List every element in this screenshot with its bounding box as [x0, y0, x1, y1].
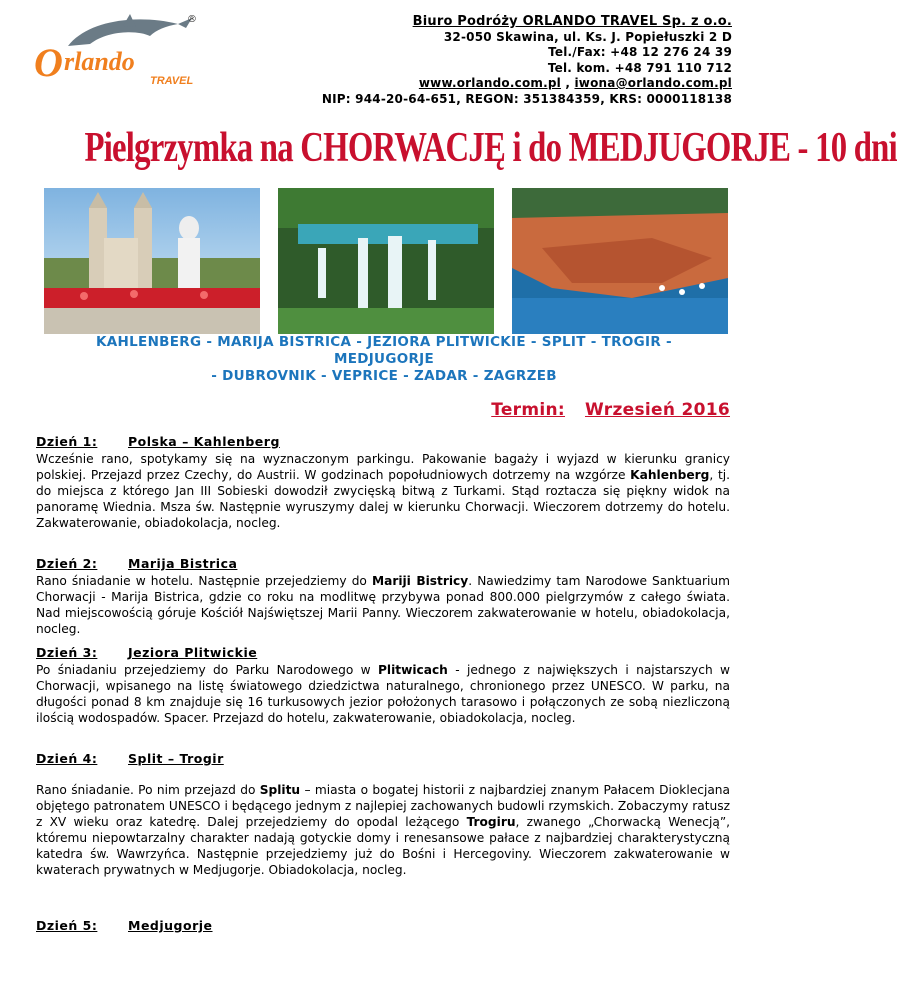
- medjugorje-church-photo: [44, 188, 260, 334]
- route-line-2: MEDJUGORJE: [333, 351, 435, 367]
- day-header: [36, 556, 730, 573]
- day-description: Wcześnie rano, spotykamy się na wyznaczonym parkingu. Pakowanie bagaży i wyjazd w kierunku granicy polskiej. Przejazd przez Czechy, do Austrii. W godzinach popołudniowych dotrzemy na wzgórze Kahlenberg, tj. do miejsca z którego Jan III Sobieski dowodził zwycięską bitwą z Turkami. Stąd roztacza się piękny widok na panoramę Wiednia. Msza św. Następnie wyruszymy dalej w kierunku Chorwacji. Wieczorem dotrzemy do hotelu. Zakwaterowanie, obiadokolacja, nocleg.: [36, 452, 730, 530]
- registered-mark: ®: [187, 14, 197, 25]
- svg-text:TRAVEL: TRAVEL: [150, 75, 194, 87]
- day-label: Dzień 4:: [36, 751, 98, 766]
- day-4: [36, 751, 730, 878]
- day-description: Po śniadaniu przejedziemy do Parku Narodowego w Plitwicach - jednego z największych i najstarszych w Chorwacji, wpisanego na listę światowego dziedzictwa naturalnego, chronionego przez UNESCO. W parku, na długości ponad 8 km znajduje się 16 turkusowych jezior położonych tarasowo i połączonych ze sobą niezliczoną ilością wodospadów. Spacer. Przejazd do hotelu, zakwaterowanie, obiadokolacja, nocleg.: [36, 663, 730, 725]
- day-title: Jeziora Plitwickie: [128, 645, 258, 660]
- day-3: [36, 645, 730, 726]
- day-title: Polska – Kahlenberg: [128, 434, 280, 449]
- page-title: Pielgrzymka na CHORWACJĘ i do MEDJUGORJE - 10 dni: [84, 125, 897, 171]
- day-header: [36, 434, 730, 451]
- company-contact-links: [322, 76, 732, 92]
- svg-text:O: O: [34, 40, 63, 85]
- day-header: [36, 751, 730, 768]
- company-name: Biuro Podróży ORLANDO TRAVEL Sp. z o.o.: [412, 14, 732, 29]
- company-mobile: Tel. kom. +48 791 110 712: [547, 60, 732, 75]
- company-header: [322, 14, 732, 107]
- orlando-logo: [28, 12, 228, 94]
- day-label: Dzień 5:: [36, 918, 98, 933]
- website-link[interactable]: www.orlando.com.pl: [418, 76, 561, 90]
- dubrovnik-city-photo: [512, 188, 728, 334]
- email-link[interactable]: iwona@orlando.com.pl: [574, 76, 732, 90]
- svg-text:rlando: rlando: [64, 47, 135, 76]
- day-header: [36, 645, 730, 662]
- day-title: Marija Bistrica: [128, 556, 238, 571]
- termin-value: Wrzesień 2016: [585, 400, 730, 420]
- day-1: [36, 434, 730, 531]
- termin: [491, 400, 730, 420]
- termin-label: Termin:: [491, 400, 566, 420]
- day-header: [36, 918, 730, 935]
- plitvice-waterfalls-photo: [278, 188, 494, 334]
- day-description: Rano śniadanie w hotelu. Następnie przejedziemy do Mariji Bistricy. Nawiedzimy tam Narodowe Sanktuarium Chorwacji - Marija Bistrica, gdzie co roku na modlitwę przybywa ponad 800.000 pielgrzymów z całego świata. Nad miejscowością góruje Kościół Najświętszej Marii Panny. Wieczorem zakwaterowanie w hotelu, obiadokolacja, nocleg.: [36, 574, 730, 636]
- dolphin-logo-icon: [28, 12, 228, 94]
- route-line-3: - DUBROVNIK - VEPRICE - ZADAR - ZAGRZEB: [211, 368, 557, 384]
- day-label: Dzień 2:: [36, 556, 98, 571]
- day-title: Split – Trogir: [128, 751, 224, 766]
- route-summary: [40, 334, 728, 385]
- photo-strip: [44, 188, 728, 334]
- day-2: [36, 556, 730, 637]
- company-phone: Tel./Fax: +48 12 276 24 39: [548, 45, 732, 59]
- day-5: [36, 918, 730, 935]
- link-separator: ,: [560, 76, 575, 90]
- day-label: Dzień 3:: [36, 645, 98, 660]
- company-address: 32-050 Skawina, ul. Ks. J. Popiełuszki 2 D: [443, 29, 732, 44]
- company-ids: NIP: 944-20-64-651, REGON: 351384359, KRS: 0000118138: [321, 91, 732, 106]
- route-line-1: KAHLENBERG - MARIJA BISTRICA - JEZIORA PLITWICKIE - SPLIT - TROGIR -: [96, 334, 672, 350]
- day-label: Dzień 1:: [36, 434, 98, 449]
- day-title: Medjugorje: [128, 918, 213, 933]
- day-description: Rano śniadanie. Po nim przejazd do Splitu – miasta o bogatej historii z najbardziej znanym Pałacem Dioklecjana objętego patronatem UNESCO i będącego jednym z najlepiej zachowanych budowli rzymskich. Zobaczymy ratusz z XV wieku oraz katedrę. Dalej przejedziemy do opodal leżącego Trogiru, zwanego „Chorwacką Wenecją”, któremu niepowtarzalny charakter nadają gotyckie domy i renesansowe pałace z najbardziej charakterystyczną katedra św. Wawrzyńca. Następnie przejedziemy już do Bośni i Hercegoviny. Wieczorem zakwaterowanie w kwaterach prywatnych w Medjugorje. Obiadokolacja, nocleg.: [36, 783, 731, 877]
